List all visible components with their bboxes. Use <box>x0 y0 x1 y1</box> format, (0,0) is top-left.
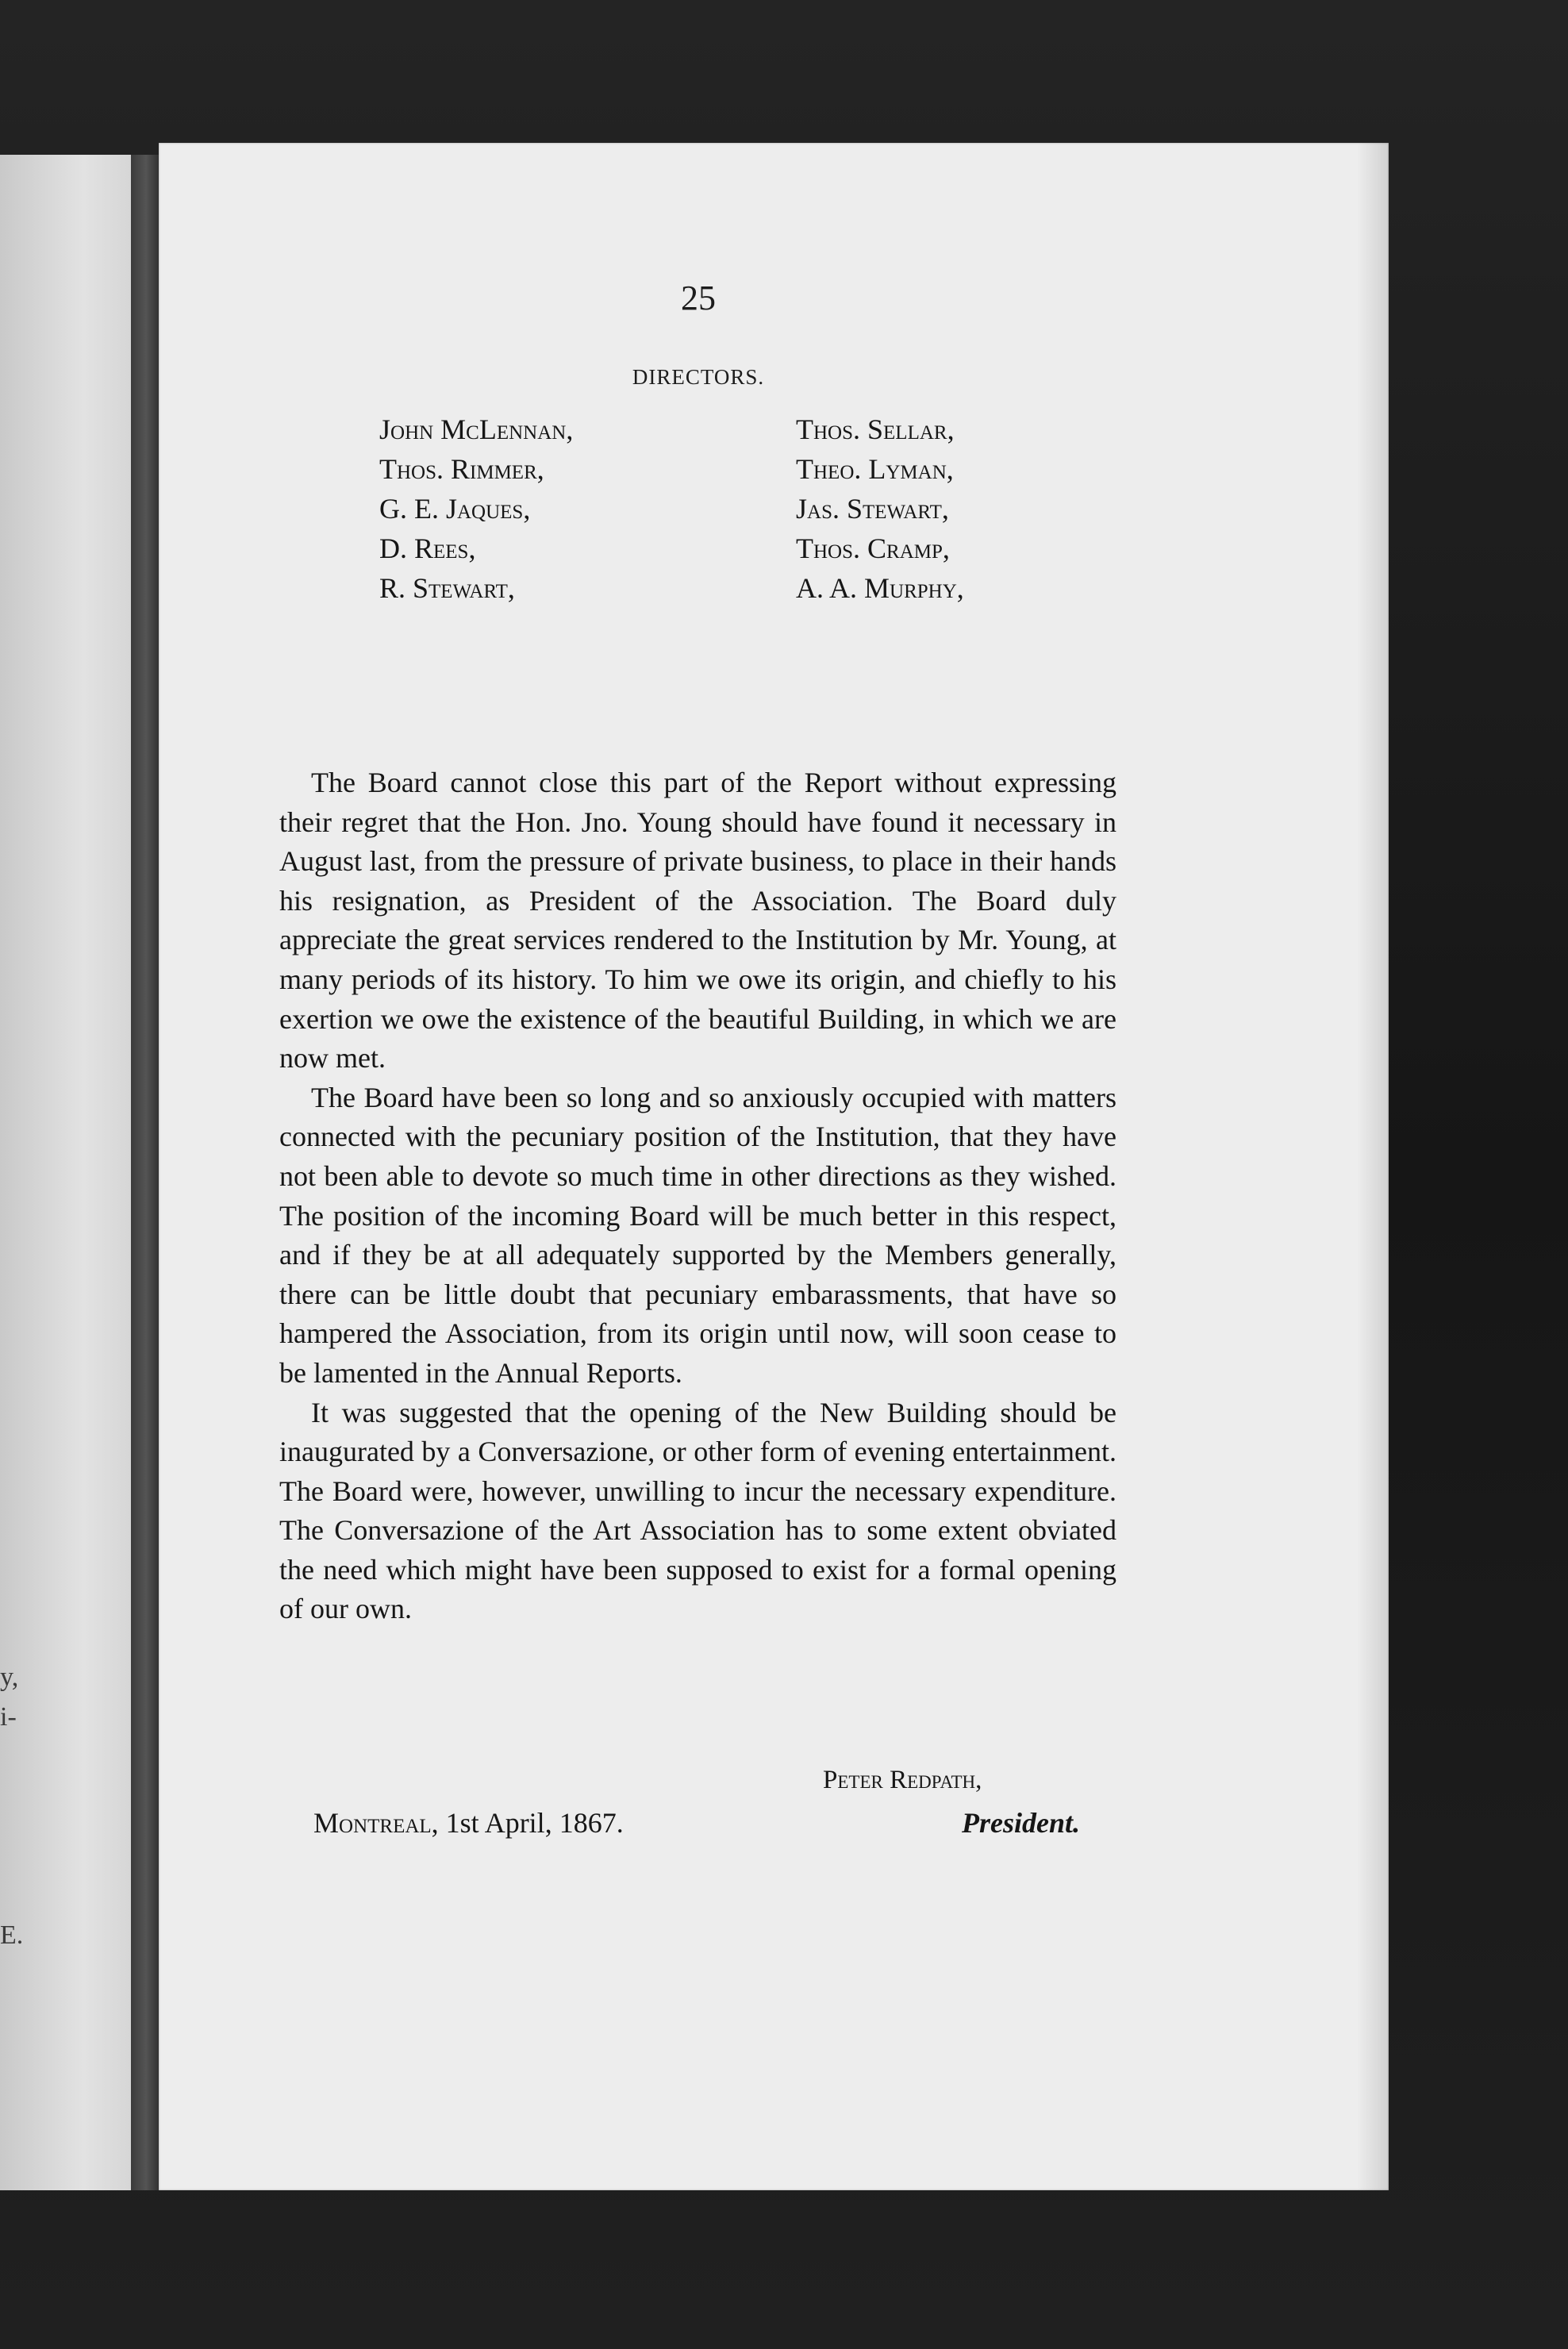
director-name: A. A. Murphy, <box>796 572 964 604</box>
directors-row <box>379 452 1173 492</box>
facing-page-edge <box>0 155 139 2190</box>
directors-row <box>379 571 1173 611</box>
signatory-title: President. <box>962 1807 1080 1839</box>
director-name: Thos. Rimmer, <box>379 453 544 485</box>
facing-page-fragment: E. <box>0 1920 24 1950</box>
dateline <box>313 1806 624 1840</box>
book-spine <box>131 155 161 2190</box>
director-name: G. E. Jaques, <box>379 493 531 525</box>
paragraph-finances: The Board have been so long and so anxiously occupied with matters connected with the pecuniary position of the Institution, that they have not been able to devote so much time in other directions as they wished. The position of the incoming Board will be much better in this respect, and if they be at all adequately supported by the Members generally, there can be little doubt that pecuniary embarassments, that have so hampered the Association, from its origin until now, will soon cease to be lamented in the Annual Reports. <box>279 1081 1116 1389</box>
director-name: John McLennan, <box>379 413 574 445</box>
directors-row <box>379 532 1173 571</box>
director-name: Thos. Sellar, <box>796 413 955 445</box>
facing-page-fragment: i- <box>0 1702 17 1732</box>
report-body <box>279 763 1116 1629</box>
signatory-name: Peter Redpath, <box>823 1766 982 1794</box>
dateline-place: Montreal, <box>313 1807 439 1839</box>
director-name: Thos. Cramp, <box>796 532 950 564</box>
facing-page-fragment: y, <box>0 1663 19 1692</box>
paragraph-opening: It was suggested that the opening of the New Building should be inaugurated by a Conversazione, or other form of evening entertainment. The Board were, however, unwilling to incur the necessary expenditure. The Conversazione of the Art Association has to some extent obviated the need which might have been supposed to exist for a formal opening of our own. <box>279 1396 1116 1625</box>
section-heading: DIRECTORS. <box>632 365 765 389</box>
director-name: R. Stewart, <box>379 572 515 604</box>
director-name: Theo. Lyman, <box>796 453 954 485</box>
page-number: 25 <box>681 279 716 317</box>
director-name: Jas. Stewart, <box>796 493 949 525</box>
directors-row <box>379 413 1173 452</box>
directors-row <box>379 492 1173 532</box>
director-name: D. Rees, <box>379 532 476 564</box>
paragraph-resignation: The Board cannot close this part of the Report without expressing their regret that the Hon. Jno. Young should have found it necessary in August last, from the pressure of private business, to place in their hands his resignation, as President of the Association. The Board duly appreciate the great services rendered to the Institution by Mr. Young, at many periods of its history. To him we owe its origin, and chiefly to his exertion we owe the existence of the beautiful Building, in which we are now met. <box>279 767 1116 1075</box>
directors-list <box>379 413 1173 611</box>
dateline-date: 1st April, 1867. <box>445 1807 624 1839</box>
